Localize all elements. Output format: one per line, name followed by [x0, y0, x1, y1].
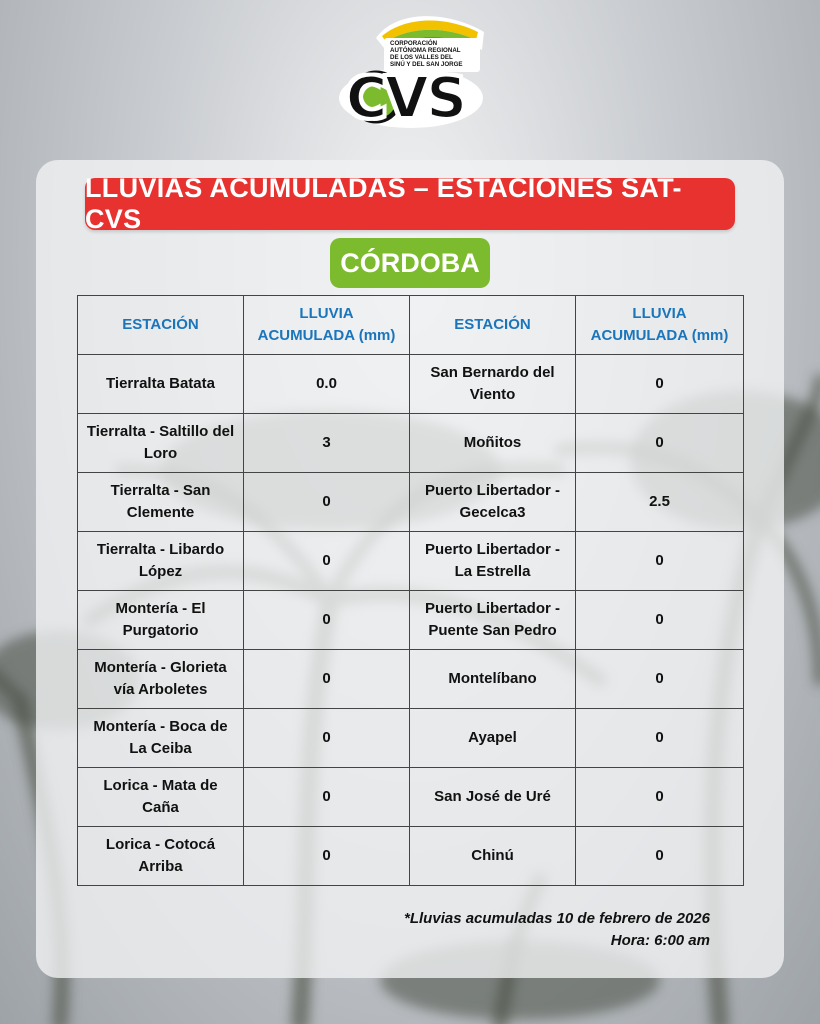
table-row [78, 532, 744, 591]
rainfall-cell: 0 [576, 414, 744, 473]
rainfall-cell: 0.0 [244, 355, 410, 414]
station-cell: Chinú [410, 827, 576, 886]
rainfall-cell: 0 [576, 827, 744, 886]
footnote-time: Hora: 6:00 am [610, 932, 710, 949]
rainfall-cell: 0 [576, 591, 744, 650]
table-row [78, 768, 744, 827]
station-cell: Tierralta - Libardo López [78, 532, 244, 591]
rainfall-cell: 2.5 [576, 473, 744, 532]
logo-org-line: CORPORACIÓN [390, 40, 438, 47]
table-row [78, 709, 744, 768]
station-cell: Lorica - Cotocá Arriba [78, 827, 244, 886]
column-header-station: ESTACIÓN [410, 296, 576, 355]
station-cell: Montería - Boca de La Ceiba [78, 709, 244, 768]
rainfall-cell: 0 [576, 650, 744, 709]
column-header-rainfall: LLUVIA ACUMULADA (mm) [576, 296, 744, 355]
rainfall-table [77, 295, 744, 886]
station-cell: Puerto Libertador - La Estrella [410, 532, 576, 591]
logo-brand-text: CVS [346, 66, 465, 131]
station-cell: Puerto Libertador - Gecelca3 [410, 473, 576, 532]
rainfall-cell: 0 [244, 709, 410, 768]
table-row [78, 473, 744, 532]
station-cell: Montería - El Purgatorio [78, 591, 244, 650]
rainfall-cell: 0 [244, 768, 410, 827]
logo-org-line: SINÚ Y DEL SAN JORGE [390, 61, 463, 68]
rainfall-cell: 0 [244, 827, 410, 886]
station-cell: Montería - Glorieta vía Arboletes [78, 650, 244, 709]
station-cell: Moñitos [410, 414, 576, 473]
rainfall-cell: 0 [576, 355, 744, 414]
page-title: LLUVIAS ACUMULADAS – ESTACIONES SAT-CVS [85, 178, 735, 230]
station-cell: Ayapel [410, 709, 576, 768]
logo-org-line: AUTÓNOMA REGIONAL [390, 47, 461, 54]
rainfall-cell: 0 [244, 591, 410, 650]
logo-org-name [390, 40, 470, 68]
station-cell: Lorica - Mata de Caña [78, 768, 244, 827]
table-row [78, 355, 744, 414]
table-header-row [78, 296, 744, 355]
station-cell: Tierralta Batata [78, 355, 244, 414]
footnote-date: *Lluvias acumuladas 10 de febrero de 2026 [404, 910, 710, 927]
rainfall-cell: 0 [244, 473, 410, 532]
column-header-rainfall: LLUVIA ACUMULADA (mm) [244, 296, 410, 355]
region-badge: CÓRDOBA [330, 238, 490, 288]
rainfall-cell: 0 [576, 532, 744, 591]
station-cell: Tierralta - Saltillo del Loro [78, 414, 244, 473]
rainfall-cell: 0 [244, 650, 410, 709]
table-row [78, 650, 744, 709]
table-row [78, 414, 744, 473]
footnote [404, 908, 710, 952]
station-cell: San Bernardo del Viento [410, 355, 576, 414]
column-header-station: ESTACIÓN [78, 296, 244, 355]
station-cell: Montelíbano [410, 650, 576, 709]
table-row [78, 591, 744, 650]
rainfall-cell: 0 [576, 709, 744, 768]
station-cell: Puerto Libertador - Puente San Pedro [410, 591, 576, 650]
logo-org-line: DE LOS VALLES DEL [390, 54, 453, 61]
station-cell: San José de Uré [410, 768, 576, 827]
rainfall-cell: 0 [244, 532, 410, 591]
rainfall-cell: 0 [576, 768, 744, 827]
station-cell: Tierralta - San Clemente [78, 473, 244, 532]
table-row [78, 827, 744, 886]
rainfall-cell: 3 [244, 414, 410, 473]
